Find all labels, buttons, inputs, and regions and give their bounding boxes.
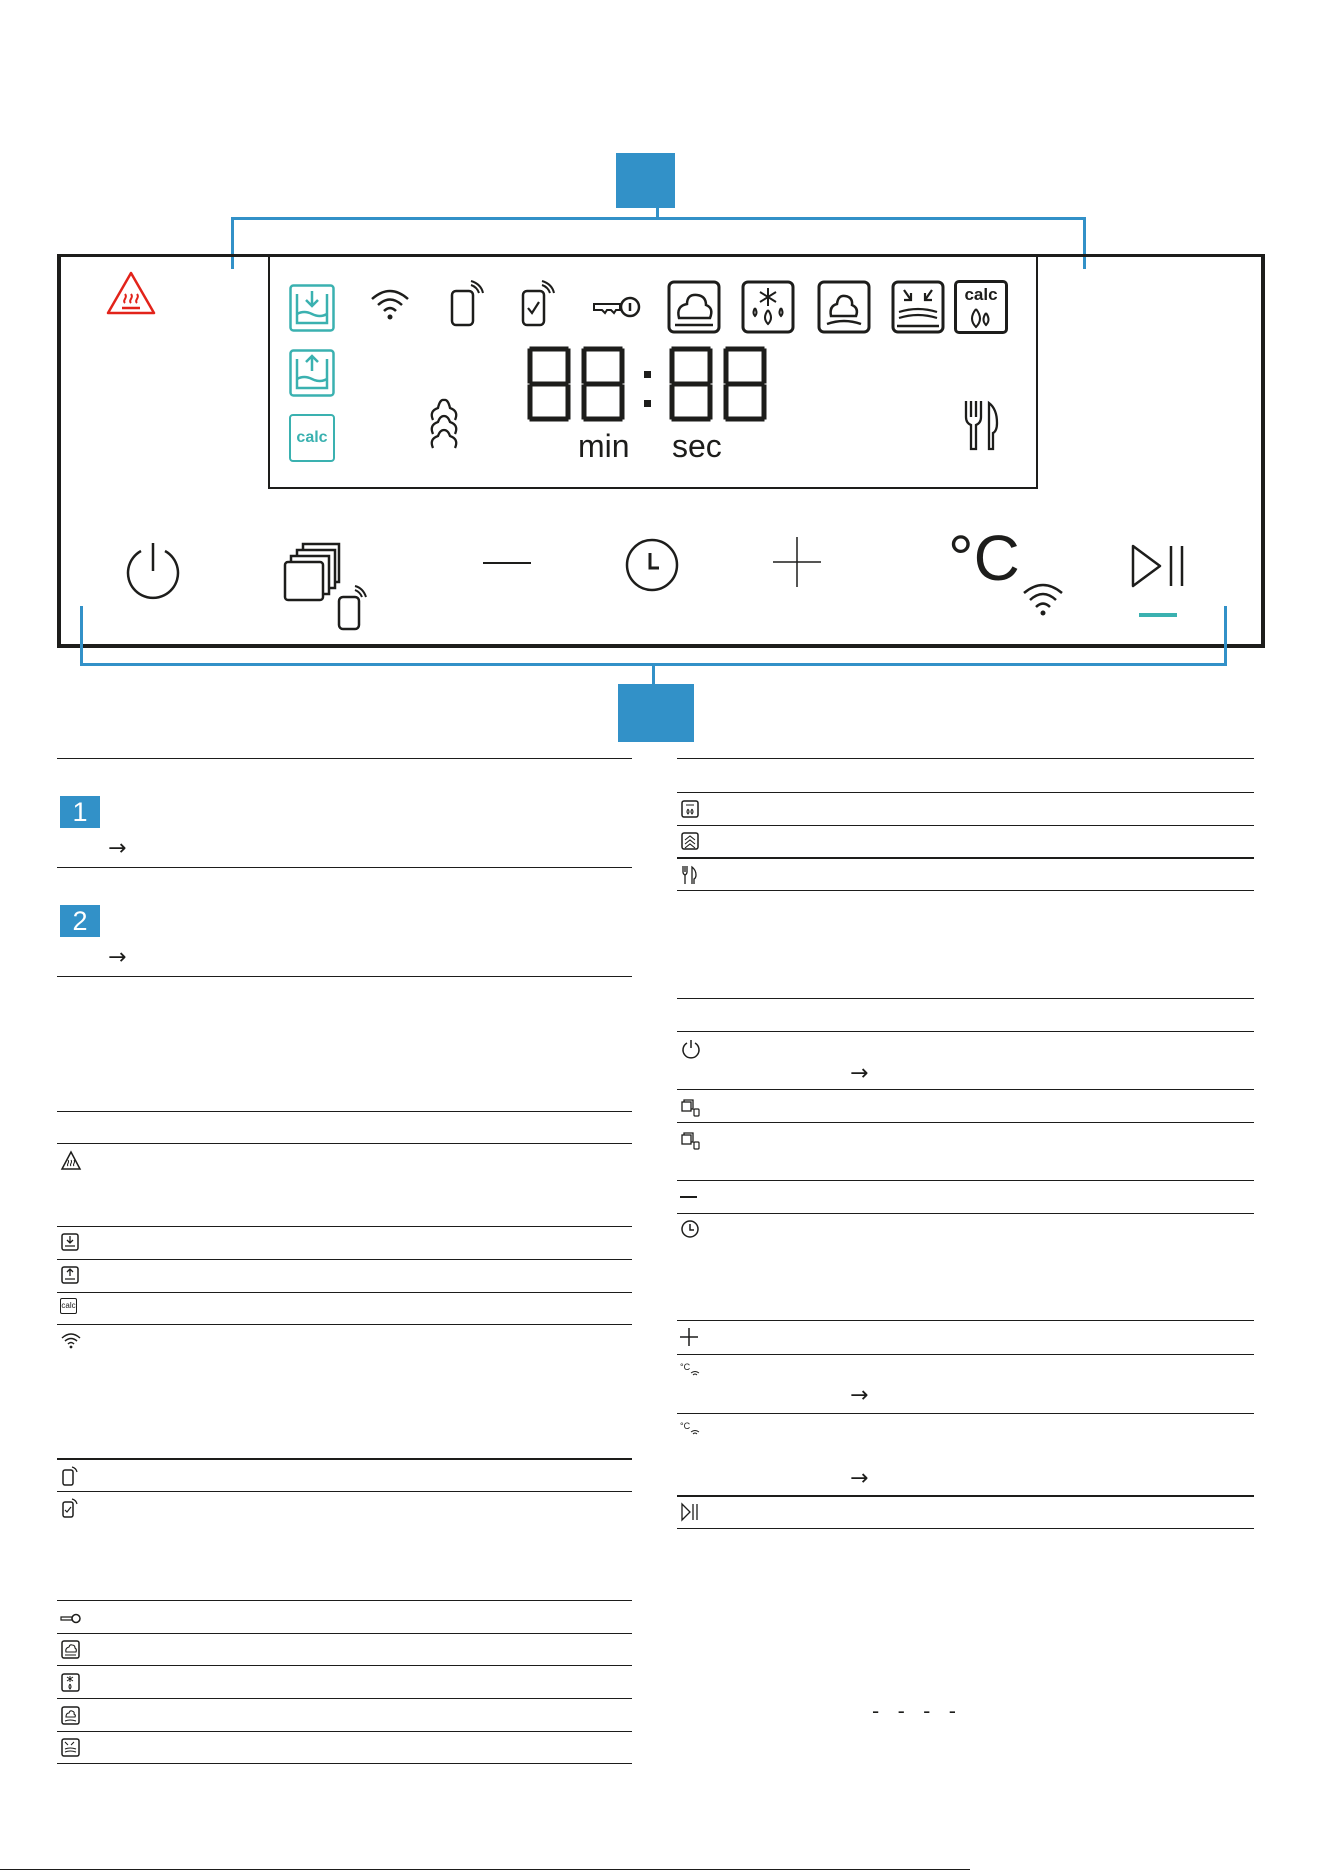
steam-level-icon — [427, 398, 461, 452]
power-button[interactable] — [124, 543, 182, 601]
section-2-arrow: → — [108, 945, 127, 970]
left-table-rule-f — [57, 1458, 632, 1460]
right-buttons-rule-h — [677, 1413, 1254, 1414]
temperature-wifi-icon — [680, 1360, 702, 1382]
power-arrow: → — [850, 1061, 869, 1086]
program-proving-icon — [60, 1737, 82, 1759]
temperature-wifi-icon-2 — [680, 1419, 702, 1441]
minus-button[interactable] — [483, 562, 531, 564]
hot-surface-warning-icon — [60, 1150, 82, 1172]
callout-bottom-stem — [652, 663, 655, 685]
programs-remote-button[interactable] — [283, 544, 375, 632]
right-buttons-header-rule — [677, 998, 1254, 999]
descale-icon — [680, 799, 702, 821]
left-table-header-rule — [57, 1111, 632, 1112]
child-lock-key-icon — [592, 295, 642, 319]
callout-bottom-box — [618, 684, 694, 742]
wifi-icon — [370, 287, 410, 321]
calc-icon-label: calc — [61, 1301, 76, 1310]
right-rule-3 — [677, 857, 1254, 859]
right-rule-1 — [677, 792, 1254, 793]
minus-icon — [680, 1196, 697, 1198]
left-table-rule-a — [57, 1143, 632, 1144]
plus-icon — [680, 1327, 702, 1349]
right-rule-2 — [677, 825, 1254, 826]
time-display-digits — [526, 345, 778, 423]
left-table-rule-bottom — [57, 1763, 632, 1764]
left-table-rule-h — [57, 1600, 632, 1601]
hot-surface-warning-icon — [106, 271, 156, 315]
right-buttons-rule-f — [677, 1320, 1254, 1321]
steam-level-icon — [680, 831, 702, 853]
left-table-rule-l — [57, 1731, 632, 1732]
right-buttons-rule-d — [677, 1180, 1254, 1181]
right-rule-top — [677, 758, 1254, 759]
left-table-rule-i — [57, 1633, 632, 1634]
left-table-rule-g — [57, 1491, 632, 1492]
dash-placeholder: - - - - — [872, 1699, 962, 1723]
temperature-wifi-icon — [1022, 581, 1064, 617]
start-pause-button[interactable] — [1130, 544, 1186, 588]
right-buttons-rule-bottom — [677, 1528, 1254, 1529]
degree-celsius-icon: °C — [948, 522, 1020, 594]
cutlery-icon — [963, 399, 999, 451]
left-table-rule-j — [57, 1665, 632, 1666]
child-lock-key-icon — [60, 1607, 82, 1629]
program-reheat-icon — [817, 280, 871, 334]
remote-start-icon — [449, 281, 485, 327]
right-buttons-rule-e — [677, 1213, 1254, 1214]
calc-label: calc — [296, 429, 328, 446]
section-2-badge: 2 — [60, 905, 100, 937]
remote-start-icon — [60, 1465, 82, 1487]
program-proving-icon — [891, 280, 945, 334]
cutlery-icon — [680, 864, 702, 886]
callout-top-bracket — [231, 217, 1086, 220]
right-buttons-rule-a — [677, 1031, 1254, 1032]
left-rule-2 — [57, 976, 632, 977]
start-indicator-bar — [1139, 613, 1177, 617]
program-reheat-icon — [60, 1705, 82, 1727]
section-1-arrow: → — [108, 836, 127, 861]
wifi-icon — [60, 1330, 82, 1352]
left-table-rule-b — [57, 1226, 632, 1227]
svg-text:°C: °C — [680, 1421, 691, 1431]
right-rule-4 — [677, 890, 1254, 891]
calc-icon — [60, 1298, 77, 1314]
programs-remote-icon-2 — [680, 1129, 702, 1151]
programs-remote-icon — [680, 1096, 702, 1118]
unit-min-label: min — [578, 428, 630, 464]
empty-water-tank-icon — [289, 349, 335, 397]
unit-sec-label: sec — [672, 428, 722, 464]
temperature-arrow-2: → — [850, 1466, 869, 1491]
program-descale-icon — [954, 280, 1008, 334]
right-buttons-rule-c — [677, 1122, 1254, 1123]
clock-icon — [680, 1219, 702, 1241]
callout-bottom-bracket-left — [80, 606, 83, 666]
empty-water-tank-icon — [60, 1265, 82, 1287]
fill-water-tank-icon — [289, 284, 335, 332]
clock-button[interactable] — [624, 537, 680, 593]
water-drops-icon — [966, 307, 996, 329]
program-steam-icon — [667, 280, 721, 334]
temperature-button[interactable] — [948, 522, 1068, 622]
svg-text:°C: °C — [680, 1362, 691, 1372]
footer-rule — [0, 1869, 970, 1870]
left-table-rule-c — [57, 1259, 632, 1260]
left-table-rule-d — [57, 1292, 632, 1293]
left-table-rule-e — [57, 1324, 632, 1325]
temperature-arrow: → — [850, 1383, 869, 1408]
callout-bottom-bracket-right — [1224, 606, 1227, 666]
left-rule-top — [57, 758, 632, 759]
callout-top-box — [616, 153, 675, 208]
fill-water-tank-icon — [60, 1232, 82, 1254]
program-descale-label: calc — [964, 285, 998, 304]
right-buttons-rule-b — [677, 1089, 1254, 1090]
right-buttons-rule-i — [677, 1495, 1254, 1497]
start-pause-icon — [680, 1502, 702, 1524]
left-rule-1 — [57, 867, 632, 868]
program-steam-icon — [60, 1639, 82, 1661]
section-1-badge: 1 — [60, 796, 100, 828]
remote-start-active-icon — [520, 281, 556, 327]
plus-button[interactable] — [773, 537, 821, 587]
calc-icon — [289, 414, 335, 462]
power-icon — [680, 1038, 702, 1060]
program-defrost-icon — [60, 1672, 82, 1694]
left-table-rule-k — [57, 1698, 632, 1699]
remote-start-active-icon — [60, 1497, 82, 1519]
program-defrost-icon — [741, 280, 795, 334]
right-buttons-rule-g — [677, 1354, 1254, 1355]
